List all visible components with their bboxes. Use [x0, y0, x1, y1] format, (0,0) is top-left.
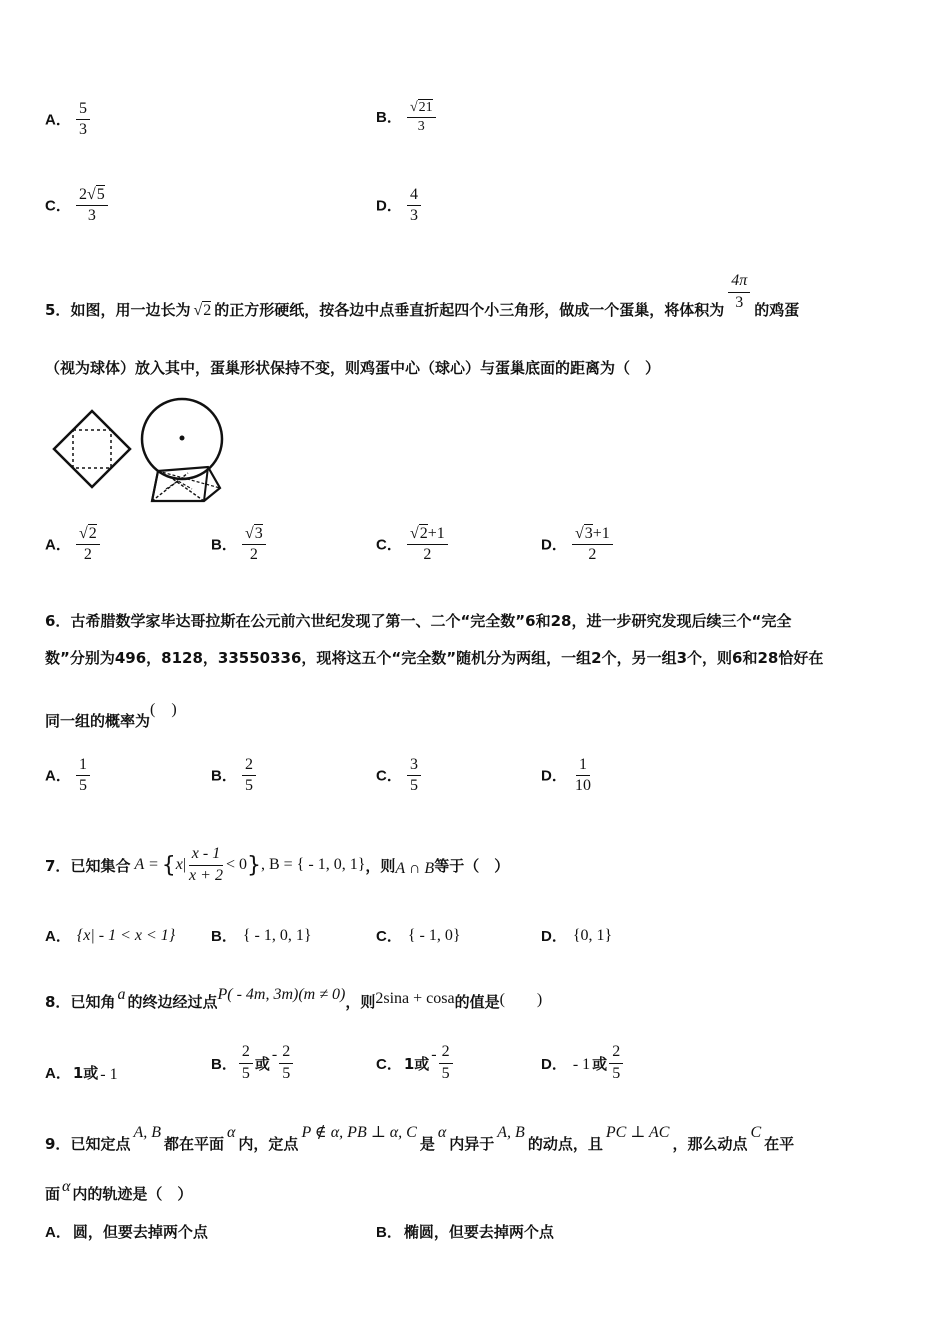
q7-option-b[interactable]: B． { - 1, 0, 1} — [211, 926, 312, 945]
option-label: D． — [541, 536, 567, 554]
fraction: $\frac{√2}{2}$ — [76, 525, 100, 565]
fraction: $\frac{√3+1}{2}$ — [572, 525, 613, 565]
option-label: B． — [376, 109, 402, 127]
q9-option-a[interactable]: A． 圆，但要去掉两个点 — [45, 1223, 208, 1241]
option-label: B． — [211, 1055, 237, 1073]
option-label: D． — [376, 197, 402, 215]
question-number: 9． — [45, 1135, 71, 1153]
option-label: B． — [211, 928, 237, 945]
q7-option-d[interactable]: D． {0, 1} — [541, 926, 613, 945]
option-label: C． — [376, 536, 402, 554]
q6-option-b[interactable] — [211, 756, 256, 796]
option-label: B． — [211, 767, 237, 785]
intersection-expr: A ∩ B — [395, 860, 435, 877]
option-label: A． — [45, 1224, 71, 1241]
fraction: $\frac{3}{5}$ — [407, 756, 421, 796]
q6-option-c[interactable] — [376, 756, 421, 796]
option-label: C． — [376, 1055, 402, 1073]
option-label: A． — [45, 1065, 71, 1082]
point-expr: P( - 4m, 3m)(m ≠ 0) — [217, 986, 346, 1003]
option-label: A． — [45, 536, 71, 554]
fraction: $\frac{2}{5}$ — [439, 1043, 453, 1083]
q5-option-d[interactable] — [541, 525, 613, 565]
q6-stem-line2: 数”分别为496，8128，33550336，现将这五个“完全数”随机分为两组，一组2个，另一组3个，则6和28恰好在 — [45, 649, 824, 667]
option-label: D． — [541, 928, 567, 945]
q5-option-c[interactable] — [376, 525, 448, 565]
fraction: $\frac{2}{5}$ — [609, 1043, 623, 1083]
option-label: B． — [211, 536, 237, 554]
q8-option-b[interactable]: B． $\frac{2}{5}$ 或 - $\frac{2}{5}$ — [211, 1040, 293, 1086]
fraction: $\frac{2√5}{3}$ — [76, 186, 108, 226]
answer-paren: ( ) — [499, 990, 543, 1008]
q7-option-a[interactable]: A． {x| - 1 < x < 1} — [45, 926, 176, 945]
folded-square-diagram — [54, 411, 130, 487]
fraction: $\frac{√2+1}{2}$ — [407, 525, 448, 565]
fraction: $\frac{2}{5}$ — [239, 1043, 253, 1083]
fraction: $\frac{2}{5}$ — [242, 756, 256, 796]
q9-option-b[interactable]: B． 椭圆，但要去掉两个点 — [376, 1223, 554, 1241]
q8-option-c[interactable]: C． 1或 - $\frac{2}{5}$ — [376, 1040, 453, 1086]
q6-stem-line1: 6．古希腊数学家毕达哥拉斯在公元前六世纪发现了第一、二个“完全数”6和28，进一步研究发现后续三个“完全 — [45, 612, 792, 630]
set-a-fraction: $\frac{x - 1}{x + 2}$ — [189, 845, 223, 884]
option-label: A． — [45, 928, 71, 945]
q6-option-d[interactable] — [541, 756, 594, 796]
q6-stem-line3: 同一组的概率为( ) — [45, 701, 177, 730]
fraction: $\frac{4}{3}$ — [407, 186, 421, 226]
q8-stem: 8． 已知角 a 的终边经过点 P( - 4m, 3m)(m ≠ 0) ，则 2sina + cosa 的值是 ( ) — [45, 986, 543, 1011]
egg-nest-diagram — [142, 399, 222, 501]
fraction: $\frac{2}{5}$ — [279, 1043, 293, 1083]
fraction: $\frac{1}{5}$ — [76, 756, 90, 796]
q7-stem: 7． 已知集合 A = { x | $\frac{x - 1}{x + 2}$ < 0 } , B = { - 1, 0, 1} ，则 A ∩ B 等于（ ） — [45, 845, 510, 884]
q4-option-a[interactable] — [45, 100, 90, 140]
q4-option-d[interactable] — [376, 186, 421, 226]
question-number: 5． — [45, 301, 71, 319]
q4-option-b[interactable] — [376, 100, 436, 135]
option-label: C． — [376, 928, 402, 945]
q5-stem-line2: （视为球体）放入其中，蛋巢形状保持不变，则鸡蛋中心（球心）与蛋巢底面的距离为（ ） — [45, 359, 661, 377]
option-label: D． — [541, 767, 567, 785]
option-label: A． — [45, 111, 71, 129]
fraction: $\frac{1}{10}$ — [574, 756, 591, 795]
answer-paren: ( ) — [150, 701, 177, 718]
fraction: $\frac{5}{3}$ — [76, 100, 90, 140]
volume-fraction: $\frac{4\pi}{3}$ — [728, 272, 750, 312]
question-number: 6． — [45, 612, 71, 630]
q5-option-b[interactable] — [211, 525, 266, 565]
fraction: $\frac{√21}{3}$ — [407, 100, 436, 135]
q9-stem-line2: 面 α 内的轨迹是（ ） — [45, 1178, 193, 1203]
fraction: $\frac{√3}{2}$ — [242, 525, 266, 565]
q4-option-c[interactable] — [45, 186, 108, 226]
option-label: A． — [45, 767, 71, 785]
q9-stem-line1: 9． 已知定点 A, B 都在平面 α 内，定点 P ∉ α, PB ⊥ α, C 是 α 内异于 A, B 的动点，且 PC ⊥ AC ，那么动点 C 在平 — [45, 1124, 795, 1153]
trig-expr: 2sina + cosa — [375, 990, 455, 1007]
q6-option-a[interactable] — [45, 756, 90, 796]
question-number: 8． — [45, 992, 71, 1011]
set-b: , B = { - 1, 0, 1} — [260, 856, 366, 873]
option-label: D． — [541, 1055, 567, 1073]
set-a-label: A = — [134, 856, 159, 873]
q8-option-a[interactable]: A． 1或 - 1 — [45, 1064, 118, 1083]
q5-stem-line1: 5． 如图，用一边长为 √2 的正方形硬纸，按各边中点垂直折起四个小三角形，做成一个蛋巢，将体积为 $\frac{4\pi}{3}$ 的鸡蛋 — [45, 272, 800, 319]
q5-option-a[interactable] — [45, 525, 100, 565]
q7-option-c[interactable]: C． { - 1, 0} — [376, 926, 461, 945]
option-label: B． — [376, 1224, 402, 1241]
question-number: 7． — [45, 856, 71, 875]
q5-figure — [48, 393, 228, 508]
math-sqrt: √2 — [193, 302, 212, 319]
option-label: C． — [45, 197, 71, 215]
option-label: C． — [376, 767, 402, 785]
q8-option-d[interactable]: D． - 1 或 $\frac{2}{5}$ — [541, 1040, 623, 1086]
